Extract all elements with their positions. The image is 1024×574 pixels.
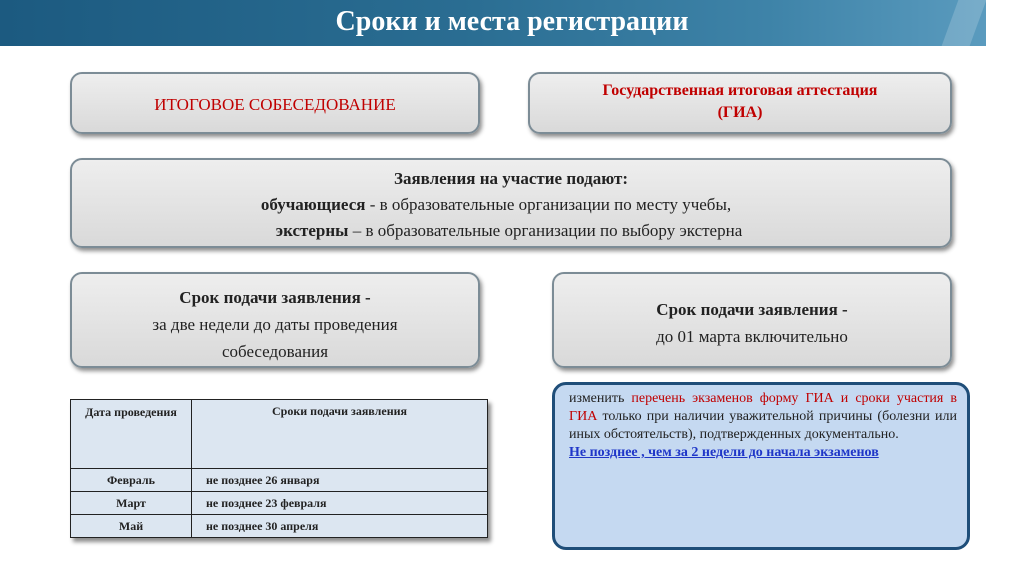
col-header-deadline: Сроки подачи заявления bbox=[192, 400, 488, 469]
info-part2: только при наличии уважительной причины (болезни или иных обстоятельств), подтвержденных документально. bbox=[569, 409, 957, 442]
students-label: обучающиеся bbox=[260, 195, 366, 214]
info-red-text: перечень экзаменов форму ГИА и сроки участия в ГИА bbox=[569, 391, 957, 424]
deadline-gia-title: Срок подачи заявления - bbox=[656, 300, 848, 319]
gia-title-line2: (ГИА) bbox=[717, 104, 763, 121]
table-header-row bbox=[71, 400, 488, 469]
row-deadline: не позднее 30 апреля bbox=[192, 515, 488, 538]
info-part1: изменить bbox=[569, 391, 632, 406]
table-row bbox=[71, 469, 488, 492]
deadline-interview-line3: собеседования bbox=[221, 342, 329, 361]
box-itogovoe-sobesedovanie bbox=[70, 72, 480, 134]
deadline-interview-title: Срок подачи заявления - bbox=[179, 288, 371, 307]
deadline-gia-line2: до 01 марта включительно bbox=[656, 327, 848, 346]
info-box-change-exams bbox=[552, 382, 970, 550]
schedule-table bbox=[70, 399, 488, 538]
row-month: Февраль bbox=[71, 469, 192, 492]
page-title: Сроки и места регистрации bbox=[335, 6, 689, 37]
externs-text: – в образовательные организации по выбору экстерна bbox=[348, 221, 743, 240]
gia-title-line1: Государственная итоговая аттестация bbox=[602, 82, 878, 99]
deadline-interview-line2: за две недели до даты проведения bbox=[152, 315, 398, 334]
row-deadline: не позднее 26 января bbox=[192, 469, 488, 492]
box-deadline-gia bbox=[552, 272, 952, 368]
externs-label: экстерны bbox=[275, 221, 349, 240]
header-bar bbox=[0, 0, 1024, 46]
table-row bbox=[71, 515, 488, 538]
col-header-date: Дата проведения bbox=[71, 400, 192, 469]
applications-students bbox=[72, 192, 950, 218]
box-deadline-interview bbox=[70, 272, 480, 368]
sobesedovanie-label: ИТОГОВОЕ СОБЕСЕДОВАНИЕ bbox=[154, 95, 396, 114]
applications-heading: Заявления на участие подают: bbox=[393, 169, 629, 188]
info-text bbox=[569, 390, 957, 444]
students-text: - в образовательные организации по месту учебы, bbox=[365, 195, 732, 214]
row-month: Март bbox=[71, 492, 192, 515]
box-applications bbox=[70, 158, 952, 248]
box-gia bbox=[528, 72, 952, 134]
info-deadline-note: Не позднее , чем за 2 недели до начала экзаменов bbox=[569, 445, 879, 460]
applications-externs bbox=[72, 218, 950, 244]
table-row bbox=[71, 492, 488, 515]
row-deadline: не позднее 23 февраля bbox=[192, 492, 488, 515]
row-month: Май bbox=[71, 515, 192, 538]
